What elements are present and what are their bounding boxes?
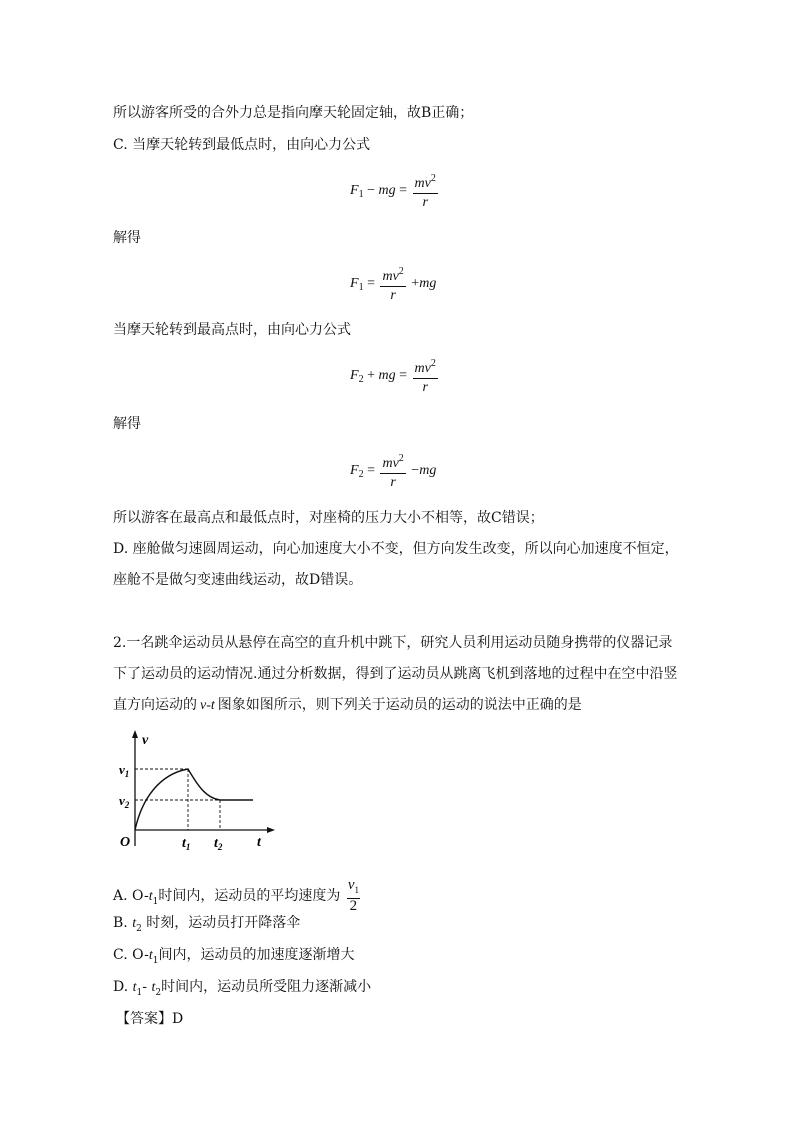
fraction: $\frac{mv^2}{r}$ [380, 263, 405, 305]
y-axis-arrow-icon [132, 730, 138, 738]
solution-line-d: D. 座舱做匀速圆周运动，向心加速度大小不变，但方向发生改变，所以向心加速度不恒定， [113, 541, 679, 557]
equation-highest-point: $F_2$ + mg = $\frac{mv^2}{r}$ [350, 355, 440, 397]
fraction: $\frac{mv^2}{r}$ [413, 170, 438, 212]
vt-graph [110, 728, 280, 856]
option-b: B. $t_2$ 时刻，运动员打开降落伞 [113, 915, 301, 934]
equation-f2-solved: $F_2$ = $\frac{mv^2}{r}$ −mg [350, 450, 436, 492]
equation-f1-solved: $F_1$ = $\frac{mv^2}{r}$ +mg [350, 263, 436, 305]
fraction: $\frac{mv^2}{r}$ [413, 355, 438, 397]
t1-label: $t_1$ [182, 836, 191, 852]
question-line-1: 2.一名跳伞运动员从悬停在高空的直升机中跳下，研究人员利用运动员随身携带的仪器记录 [113, 635, 673, 651]
fraction: $\frac{v_1}{2}$ [347, 877, 359, 914]
velocity-curve [135, 769, 253, 830]
fraction: $\frac{mv^2}{r}$ [380, 450, 405, 492]
v1-label: $v_1$ [119, 762, 130, 779]
solution-line-b: 所以游客所受的合外力总是指向摩天轮固定轴，故B正确； [113, 105, 474, 121]
origin-label: O [120, 835, 131, 850]
x-axis-arrow-icon [267, 827, 275, 833]
x-axis-label: t [257, 835, 261, 850]
t2-label: $t_2$ [214, 836, 223, 852]
option-c: C. $O-t_1$间内，运动员的加速度逐渐增大 [113, 947, 355, 966]
solution-line-c-conclusion: 所以游客在最高点和最低点时，对座椅的压力大小不相等，故C错误； [113, 510, 544, 526]
option-d: D. $t_1-$ $t_2$时间内，运动员所受阻力逐渐减小 [113, 979, 372, 998]
option-a: A. $O-t_1$时间内，运动员的平均速度为 $\frac{v_1}{2}$ [113, 877, 359, 914]
solution-line-solve-2: 解得 [113, 416, 141, 432]
solution-line-solve: 解得 [113, 230, 141, 246]
v2-label: $v_2$ [119, 793, 130, 810]
y-axis-label: v [142, 733, 149, 748]
solution-line-d-cont: 座舱不是做匀变速曲线运动，故D错误。 [113, 572, 363, 588]
question-line-3: 直方向运动的 v-t 图象如图所示，则下列关于运动员的运动的说法中正确的是 [113, 697, 582, 713]
solution-line-highest: 当摩天轮转到最高点时，由向心力公式 [113, 322, 351, 338]
question-line-2: 下了运动员的运动情况.通过分析数据，得到了运动员从跳离飞机到落地的过程中在空中沿竖 [113, 666, 678, 682]
equation-lowest-point: $F_1$ − mg = $\frac{mv^2}{r}$ [350, 170, 440, 212]
answer: 【答案】D [116, 1011, 184, 1027]
solution-line-c: C. 当摩天轮转到最低点时，由向心力公式 [113, 137, 371, 153]
